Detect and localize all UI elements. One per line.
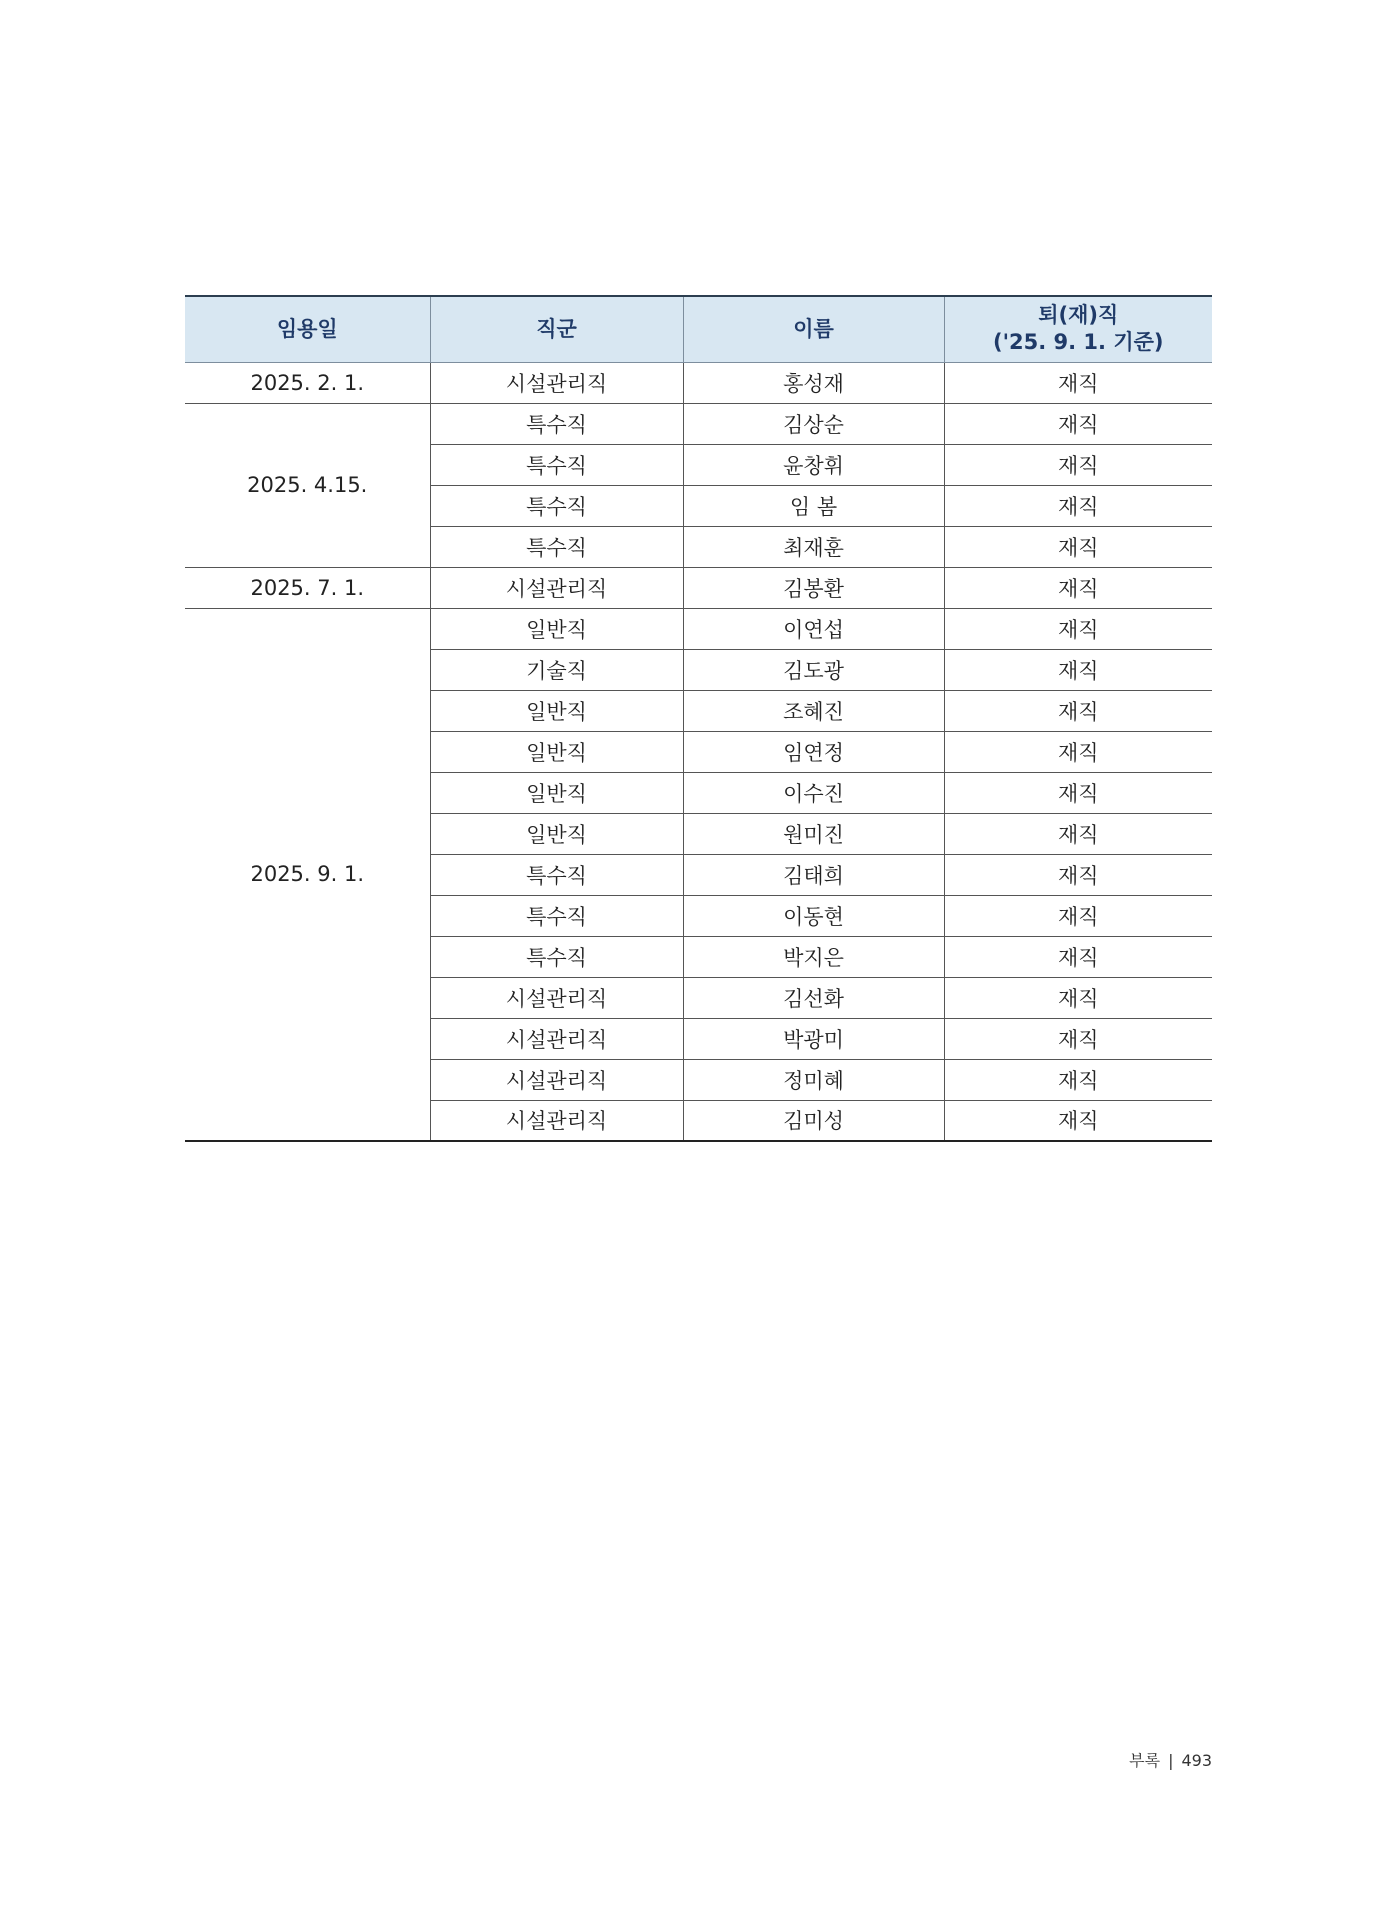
cell-name: 이동현 [683, 895, 944, 936]
cell-category: 시설관리직 [430, 1059, 683, 1100]
cell-name: 김태희 [683, 854, 944, 895]
cell-appointment-date: 2025. 9. 1. [185, 608, 430, 1141]
cell-category: 시설관리직 [430, 1100, 683, 1141]
header-status [944, 296, 1212, 362]
cell-status: 재직 [944, 526, 1212, 567]
cell-name: 박지은 [683, 936, 944, 977]
footer-section-label: 부록 [1129, 1751, 1161, 1770]
cell-name: 김봉환 [683, 567, 944, 608]
cell-status: 재직 [944, 608, 1212, 649]
cell-status: 재직 [944, 690, 1212, 731]
cell-category: 시설관리직 [430, 567, 683, 608]
cell-category: 특수직 [430, 526, 683, 567]
cell-appointment-date: 2025. 7. 1. [185, 567, 430, 608]
cell-status: 재직 [944, 895, 1212, 936]
cell-name: 정미혜 [683, 1059, 944, 1100]
cell-name: 김미성 [683, 1100, 944, 1141]
cell-status: 재직 [944, 977, 1212, 1018]
cell-status: 재직 [944, 444, 1212, 485]
cell-category: 일반직 [430, 690, 683, 731]
cell-category: 일반직 [430, 608, 683, 649]
cell-category: 일반직 [430, 813, 683, 854]
staff-appointment-table-container [185, 295, 1212, 1142]
cell-category: 시설관리직 [430, 362, 683, 403]
cell-category: 기술직 [430, 649, 683, 690]
cell-status: 재직 [944, 567, 1212, 608]
cell-status: 재직 [944, 1018, 1212, 1059]
cell-status: 재직 [944, 813, 1212, 854]
header-category: 직군 [430, 296, 683, 362]
cell-status: 재직 [944, 731, 1212, 772]
header-date: 임용일 [185, 296, 430, 362]
cell-name: 조혜진 [683, 690, 944, 731]
cell-category: 특수직 [430, 485, 683, 526]
cell-name: 김도광 [683, 649, 944, 690]
cell-status: 재직 [944, 1100, 1212, 1141]
footer-separator: | [1168, 1751, 1174, 1770]
table-row [185, 608, 1212, 649]
cell-name: 이수진 [683, 772, 944, 813]
cell-category: 특수직 [430, 854, 683, 895]
cell-category: 시설관리직 [430, 1018, 683, 1059]
cell-category: 시설관리직 [430, 977, 683, 1018]
table-body [185, 362, 1212, 1141]
cell-status: 재직 [944, 485, 1212, 526]
cell-status: 재직 [944, 772, 1212, 813]
cell-name: 윤창휘 [683, 444, 944, 485]
cell-status: 재직 [944, 649, 1212, 690]
cell-appointment-date: 2025. 4.15. [185, 403, 430, 567]
table-row [185, 362, 1212, 403]
table-row [185, 403, 1212, 444]
cell-name: 이연섭 [683, 608, 944, 649]
cell-name: 김상순 [683, 403, 944, 444]
table-header [185, 296, 1212, 362]
cell-name: 임 봄 [683, 485, 944, 526]
page-number: 493 [1181, 1751, 1212, 1770]
cell-name: 김선화 [683, 977, 944, 1018]
cell-category: 일반직 [430, 772, 683, 813]
page-footer [1129, 1748, 1212, 1771]
cell-name: 박광미 [683, 1018, 944, 1059]
cell-category: 특수직 [430, 895, 683, 936]
cell-status: 재직 [944, 362, 1212, 403]
staff-appointment-table [185, 295, 1212, 1142]
cell-status: 재직 [944, 854, 1212, 895]
header-status-title: 퇴(재)직 [1038, 303, 1119, 328]
cell-category: 특수직 [430, 403, 683, 444]
header-row [185, 296, 1212, 362]
header-status-basis: ('25. 9. 1. 기준) [992, 330, 1164, 355]
cell-name: 최재훈 [683, 526, 944, 567]
cell-category: 일반직 [430, 731, 683, 772]
cell-status: 재직 [944, 1059, 1212, 1100]
table-row [185, 567, 1212, 608]
cell-status: 재직 [944, 936, 1212, 977]
cell-status: 재직 [944, 403, 1212, 444]
cell-name: 임연정 [683, 731, 944, 772]
cell-category: 특수직 [430, 444, 683, 485]
header-name: 이름 [683, 296, 944, 362]
cell-name: 원미진 [683, 813, 944, 854]
cell-name: 홍성재 [683, 362, 944, 403]
cell-category: 특수직 [430, 936, 683, 977]
cell-appointment-date: 2025. 2. 1. [185, 362, 430, 403]
